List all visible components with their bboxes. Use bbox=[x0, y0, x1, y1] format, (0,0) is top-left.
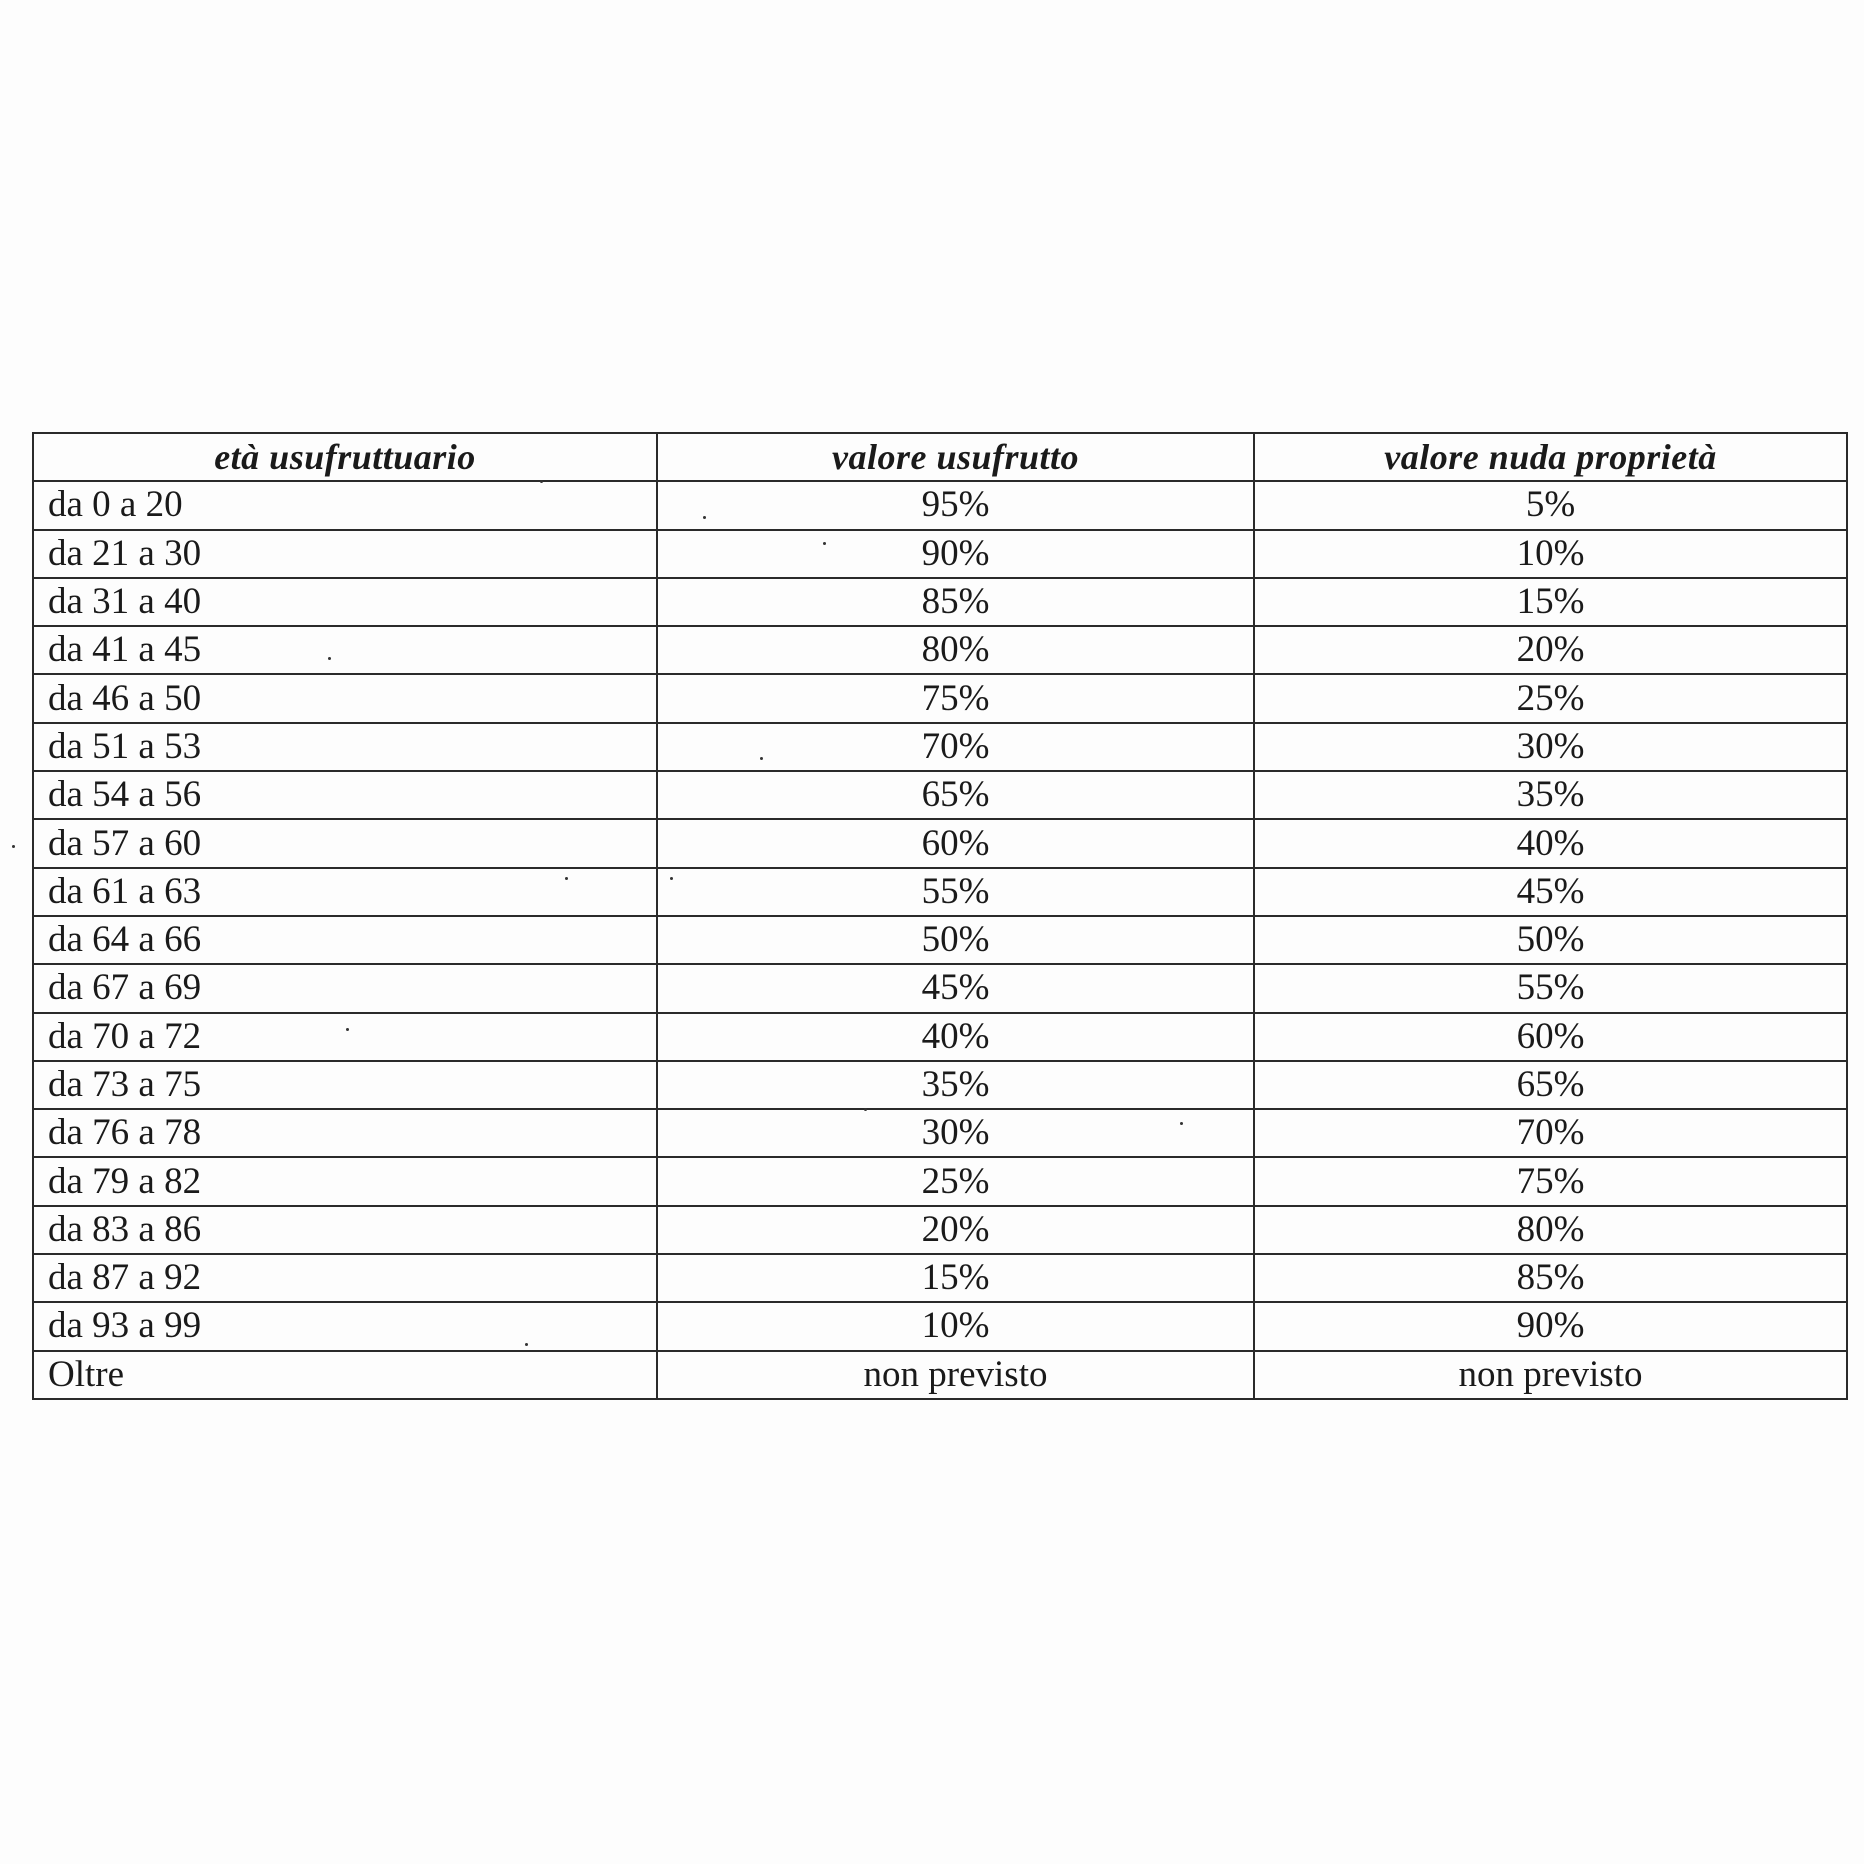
usufrutto-table bbox=[32, 432, 1848, 1400]
eta-cell: Oltre bbox=[33, 1351, 657, 1399]
valore-usufrutto-cell: 35% bbox=[657, 1061, 1254, 1109]
table-row bbox=[33, 1157, 1847, 1205]
eta-cell: da 83 a 86 bbox=[33, 1206, 657, 1254]
eta-cell: da 87 a 92 bbox=[33, 1254, 657, 1302]
header-valore-usufrutto: valore usufrutto bbox=[657, 433, 1254, 481]
eta-cell: da 64 a 66 bbox=[33, 916, 657, 964]
header-eta-usufruttuario: età usufruttuario bbox=[33, 433, 657, 481]
eta-cell: da 54 a 56 bbox=[33, 771, 657, 819]
scan-speck bbox=[346, 1028, 349, 1031]
valore-nuda-proprieta-cell: 25% bbox=[1254, 674, 1847, 722]
valore-usufrutto-cell: non previsto bbox=[657, 1351, 1254, 1399]
eta-cell: da 61 a 63 bbox=[33, 868, 657, 916]
table-row bbox=[33, 723, 1847, 771]
valore-usufrutto-cell: 40% bbox=[657, 1013, 1254, 1061]
eta-cell: da 0 a 20 bbox=[33, 481, 657, 529]
table-body bbox=[33, 481, 1847, 1399]
valore-nuda-proprieta-cell: 90% bbox=[1254, 1302, 1847, 1350]
eta-cell: da 21 a 30 bbox=[33, 530, 657, 578]
table-row bbox=[33, 674, 1847, 722]
eta-cell: da 93 a 99 bbox=[33, 1302, 657, 1350]
scan-speck bbox=[525, 1343, 528, 1346]
table-row bbox=[33, 916, 1847, 964]
table-row bbox=[33, 1302, 1847, 1350]
scan-speck bbox=[1180, 1122, 1183, 1125]
scan-speck bbox=[864, 1108, 867, 1111]
scan-speck bbox=[565, 877, 568, 880]
table-row bbox=[33, 1206, 1847, 1254]
table-row bbox=[33, 868, 1847, 916]
eta-cell: da 31 a 40 bbox=[33, 578, 657, 626]
valore-usufrutto-cell: 75% bbox=[657, 674, 1254, 722]
valore-usufrutto-cell: 45% bbox=[657, 964, 1254, 1012]
eta-cell: da 76 a 78 bbox=[33, 1109, 657, 1157]
scan-speck bbox=[823, 542, 826, 545]
valore-usufrutto-cell: 70% bbox=[657, 723, 1254, 771]
valore-usufrutto-cell: 85% bbox=[657, 578, 1254, 626]
valore-nuda-proprieta-cell: 65% bbox=[1254, 1061, 1847, 1109]
valore-nuda-proprieta-cell: non previsto bbox=[1254, 1351, 1847, 1399]
table-row bbox=[33, 771, 1847, 819]
eta-cell: da 57 a 60 bbox=[33, 819, 657, 867]
valore-nuda-proprieta-cell: 35% bbox=[1254, 771, 1847, 819]
scan-speck bbox=[703, 516, 706, 519]
eta-cell: da 51 a 53 bbox=[33, 723, 657, 771]
valore-usufrutto-cell: 15% bbox=[657, 1254, 1254, 1302]
valore-nuda-proprieta-cell: 10% bbox=[1254, 530, 1847, 578]
valore-nuda-proprieta-cell: 30% bbox=[1254, 723, 1847, 771]
scan-speck bbox=[328, 657, 331, 660]
valore-usufrutto-cell: 60% bbox=[657, 819, 1254, 867]
valore-nuda-proprieta-cell: 70% bbox=[1254, 1109, 1847, 1157]
table-header-row bbox=[33, 433, 1847, 481]
table-row bbox=[33, 964, 1847, 1012]
eta-cell: da 67 a 69 bbox=[33, 964, 657, 1012]
valore-usufrutto-cell: 90% bbox=[657, 530, 1254, 578]
table-row bbox=[33, 1254, 1847, 1302]
table-row bbox=[33, 819, 1847, 867]
table-row bbox=[33, 1061, 1847, 1109]
eta-cell: da 46 a 50 bbox=[33, 674, 657, 722]
eta-cell: da 73 a 75 bbox=[33, 1061, 657, 1109]
valore-nuda-proprieta-cell: 60% bbox=[1254, 1013, 1847, 1061]
scan-speck bbox=[540, 480, 543, 483]
valore-usufrutto-cell: 50% bbox=[657, 916, 1254, 964]
scan-speck bbox=[670, 877, 673, 880]
eta-cell: da 79 a 82 bbox=[33, 1157, 657, 1205]
eta-cell: da 41 a 45 bbox=[33, 626, 657, 674]
table-row bbox=[33, 626, 1847, 674]
valore-nuda-proprieta-cell: 75% bbox=[1254, 1157, 1847, 1205]
valore-usufrutto-cell: 30% bbox=[657, 1109, 1254, 1157]
valore-nuda-proprieta-cell: 40% bbox=[1254, 819, 1847, 867]
table-row bbox=[33, 1351, 1847, 1399]
table-row bbox=[33, 1013, 1847, 1061]
valore-usufrutto-cell: 10% bbox=[657, 1302, 1254, 1350]
valore-nuda-proprieta-cell: 45% bbox=[1254, 868, 1847, 916]
valore-usufrutto-cell: 95% bbox=[657, 481, 1254, 529]
table-row bbox=[33, 481, 1847, 529]
header-valore-nuda-proprieta: valore nuda proprietà bbox=[1254, 433, 1847, 481]
table-row bbox=[33, 1109, 1847, 1157]
valore-nuda-proprieta-cell: 85% bbox=[1254, 1254, 1847, 1302]
valore-usufrutto-cell: 55% bbox=[657, 868, 1254, 916]
valore-usufrutto-cell: 25% bbox=[657, 1157, 1254, 1205]
valore-usufrutto-cell: 20% bbox=[657, 1206, 1254, 1254]
valore-nuda-proprieta-cell: 20% bbox=[1254, 626, 1847, 674]
valore-nuda-proprieta-cell: 15% bbox=[1254, 578, 1847, 626]
scan-speck bbox=[760, 757, 763, 760]
valore-nuda-proprieta-cell: 5% bbox=[1254, 481, 1847, 529]
valore-nuda-proprieta-cell: 55% bbox=[1254, 964, 1847, 1012]
valore-nuda-proprieta-cell: 80% bbox=[1254, 1206, 1847, 1254]
scan-speck bbox=[12, 845, 15, 848]
valore-usufrutto-cell: 65% bbox=[657, 771, 1254, 819]
valore-nuda-proprieta-cell: 50% bbox=[1254, 916, 1847, 964]
table-row bbox=[33, 530, 1847, 578]
table-row bbox=[33, 578, 1847, 626]
valore-usufrutto-cell: 80% bbox=[657, 626, 1254, 674]
eta-cell: da 70 a 72 bbox=[33, 1013, 657, 1061]
